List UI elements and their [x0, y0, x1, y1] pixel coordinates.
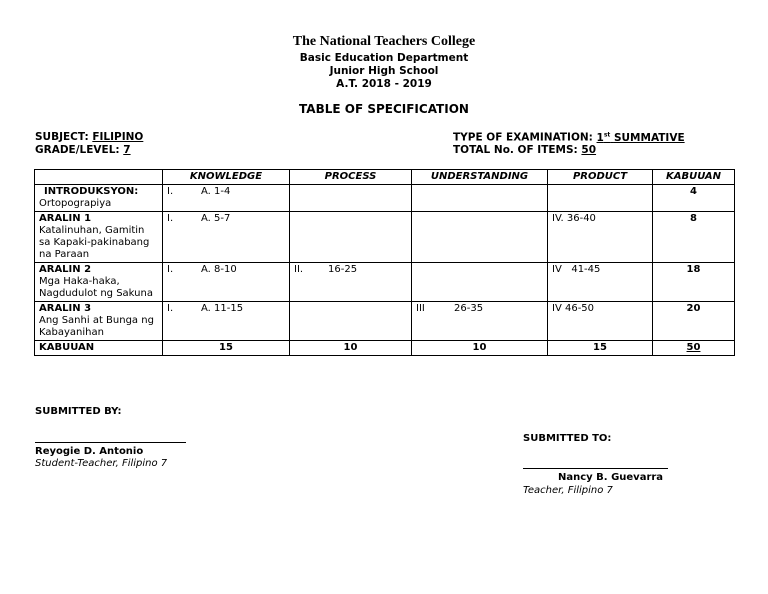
- understanding-items: 26-35: [454, 303, 484, 314]
- process-level: II.: [294, 264, 304, 275]
- exam-kind: SUMMATIVE: [613, 131, 685, 144]
- knowledge-level: I.: [167, 264, 174, 275]
- topic-cell: [35, 212, 163, 263]
- knowledge-items: A. 5-7: [201, 213, 231, 224]
- total-items-value: 50: [581, 144, 597, 156]
- department-name: Basic Education Department: [299, 52, 469, 64]
- process-cell: [290, 302, 412, 341]
- total-knowledge: 15: [163, 341, 290, 356]
- submitted-by-name: Reyogie D. Antonio: [35, 446, 144, 457]
- knowledge-level: I.: [167, 186, 174, 197]
- knowledge-cell: [163, 263, 290, 302]
- product-cell: IV 41-45: [548, 263, 653, 302]
- exam-type-label: TYPE OF EXAMINATION:: [453, 131, 593, 144]
- total-kabuuan: 50: [653, 341, 735, 356]
- kabuuan-cell: 18: [653, 263, 735, 302]
- understanding-cell: [412, 185, 548, 212]
- knowledge-level: I.: [167, 213, 174, 224]
- grade-label: GRADE/LEVEL:: [35, 144, 120, 156]
- header-kabuuan: KABUUAN: [653, 170, 735, 185]
- header-process: PROCESS: [290, 170, 412, 185]
- kabuuan-cell: 20: [653, 302, 735, 341]
- academic-year: A.T. 2018 - 2019: [336, 78, 432, 90]
- knowledge-cell: [163, 212, 290, 263]
- topic-cell: [35, 263, 163, 302]
- process-items: 16-25: [328, 264, 358, 275]
- exam-type-line: [453, 131, 685, 144]
- topic-cell: [35, 185, 163, 212]
- understanding-cell: [412, 212, 548, 263]
- total-process: 10: [290, 341, 412, 356]
- header-product: PRODUCT: [548, 170, 653, 185]
- submitted-to-label: SUBMITTED TO:: [523, 433, 612, 444]
- product-cell: IV 46-50: [548, 302, 653, 341]
- understanding-cell: [412, 263, 548, 302]
- subject-label: SUBJECT:: [35, 131, 89, 143]
- topic-title: INTRODUKSYON:: [44, 186, 139, 197]
- signature-line-to: [523, 468, 668, 469]
- topic-title: ARALIN 3: [39, 303, 92, 314]
- grade-line: [35, 144, 131, 156]
- totals-row: [35, 341, 735, 356]
- knowledge-items: A. 11-15: [201, 303, 244, 314]
- signature-line-by: [35, 442, 186, 443]
- table-header-row: [35, 170, 735, 185]
- topic-desc: Ang Sanhi at Bunga ng Kabayanihan: [39, 315, 154, 338]
- understanding-cell: [412, 302, 548, 341]
- process-cell: [290, 212, 412, 263]
- total-understanding: 10: [412, 341, 548, 356]
- table-row: [35, 212, 735, 263]
- kabuuan-cell: 4: [653, 185, 735, 212]
- submitted-to-name: Nancy B. Guevarra: [558, 472, 664, 483]
- submitted-by-label: SUBMITTED BY:: [35, 406, 122, 417]
- college-name: The National Teachers College: [292, 34, 476, 49]
- table-row: [35, 263, 735, 302]
- header-understanding: UNDERSTANDING: [412, 170, 548, 185]
- kabuuan-cell: 8: [653, 212, 735, 263]
- topic-title: ARALIN 2: [39, 264, 92, 275]
- total-items-line: [453, 144, 596, 156]
- school-name: Junior High School: [329, 65, 439, 77]
- exam-type-value: [597, 132, 685, 144]
- topic-desc: Katalinuhan, Gamitin sa Kapaki-pakinabang na Paraan: [39, 225, 150, 260]
- table-row: [35, 302, 735, 341]
- understanding-level: III: [416, 303, 425, 314]
- grade-value: 7: [123, 144, 131, 156]
- submitted-to-role: Teacher, Filipino 7: [523, 485, 613, 496]
- knowledge-cell: [163, 302, 290, 341]
- knowledge-items: A. 8-10: [201, 264, 237, 275]
- header-knowledge: KNOWLEDGE: [163, 170, 290, 185]
- topic-title: ARALIN 1: [39, 213, 92, 224]
- subject-line: [35, 131, 143, 143]
- process-cell: [290, 263, 412, 302]
- process-cell: [290, 185, 412, 212]
- total-items-label: TOTAL No. OF ITEMS:: [453, 144, 578, 156]
- product-cell: IV. 36-40: [548, 212, 653, 263]
- document-title: TABLE OF SPECIFICATION: [299, 102, 469, 116]
- knowledge-level: I.: [167, 303, 174, 314]
- knowledge-cell: [163, 185, 290, 212]
- product-cell: [548, 185, 653, 212]
- exam-ordinal: st: [603, 131, 611, 138]
- subject-value: FILIPINO: [92, 131, 144, 143]
- header-topic: [35, 170, 163, 185]
- exam-number: 1: [596, 131, 604, 144]
- knowledge-items: A. 1-4: [201, 186, 231, 197]
- topic-desc: Mga Haka-haka, Nagdudulot ng Sakuna: [39, 276, 153, 299]
- total-product: 15: [548, 341, 653, 356]
- specification-table: [34, 169, 735, 356]
- totals-label: KABUUAN: [35, 341, 163, 356]
- table-row: [35, 185, 735, 212]
- topic-desc: Ortopograpiya: [39, 198, 112, 209]
- topic-cell: [35, 302, 163, 341]
- submitted-by-role: Student-Teacher, Filipino 7: [35, 458, 168, 469]
